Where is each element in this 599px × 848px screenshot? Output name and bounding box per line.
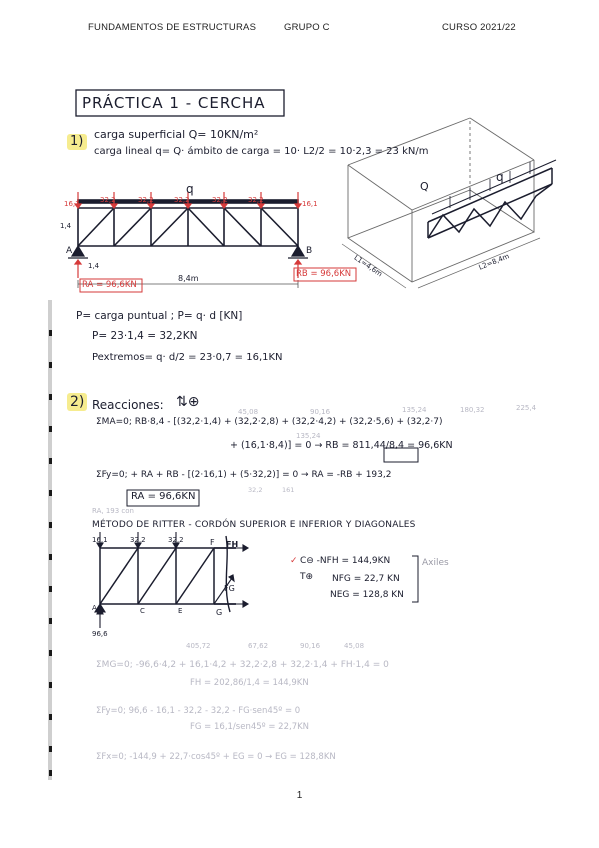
faint-top-3: 135,24 — [402, 406, 427, 414]
iso-dim2: L2=8,4m — [477, 252, 511, 272]
axiles-bracket — [412, 556, 418, 602]
truss-rb-label: RB = 96,6KN — [296, 269, 352, 279]
page-number: 1 — [296, 790, 303, 801]
truss-load-7: 16,1 — [302, 200, 318, 208]
axiles-fg: NFG = 22,7 KN — [332, 574, 400, 584]
section2-number: 2) — [70, 394, 85, 410]
ritter-label-f: F — [210, 538, 215, 547]
header-right: CURSO 2021/22 — [442, 22, 516, 33]
faint-top-1: 45,08 — [238, 408, 259, 416]
p-line2: P= 23·1,4 = 32,2KN — [92, 330, 198, 342]
faint-top-2: 90,16 — [310, 408, 331, 416]
header-left: FUNDAMENTOS DE ESTRUCTURAS — [88, 22, 257, 33]
truss-b-label: B — [306, 246, 313, 256]
p-line3: Pextremos= q· d/2 = 23·0,7 = 16,1KN — [92, 352, 283, 363]
faint-eq-top-3: 90,16 — [300, 642, 321, 650]
truss-load-5: 32,2 — [212, 196, 228, 204]
axiles-word: Axiles — [422, 558, 449, 568]
iso-q-big: Q — [420, 180, 429, 193]
reaction-icon: ⇅⊕ — [176, 394, 200, 410]
axiles-eg: NEG = 128,8 KN — [330, 590, 404, 600]
ritter-truss — [100, 548, 236, 604]
ritter-load-2: 32,2 — [130, 536, 146, 544]
faint-eq-top-2: 67,62 — [248, 642, 269, 650]
faint-fy-2: 161 — [282, 486, 295, 494]
truss-panel-label: 1,4 — [88, 262, 100, 270]
faint-eq2b: FG = 16,1/sen45º = 22,7KN — [190, 722, 310, 732]
truss-ra-label: RA = 96,6KN — [82, 280, 137, 290]
truss-load-3: 32,2 — [138, 196, 154, 204]
faint-top-4: 180,32 — [460, 406, 485, 414]
faint-eq2: ΣFy=0; 96,6 - 16,1 - 32,2 - 32,2 - FG·sen45º = 0 — [96, 706, 301, 716]
truss-a-label: A — [66, 246, 73, 256]
truss-height-label: 1,4 — [60, 222, 72, 230]
faint-eq-top-4: 45,08 — [344, 642, 365, 650]
faint-fy-1: 32,2 — [248, 486, 263, 494]
faint-top-5: 225,4 — [516, 404, 537, 412]
binding-strip — [48, 300, 52, 780]
header-center: GRUPO C — [284, 22, 330, 33]
faint-eq1: ΣMG=0; -96,6·4,2 + 16,1·4,2 + 32,2·2,8 + 32,2·1,4 + FH·1,4 = 0 — [96, 660, 389, 670]
ritter-label-g: G — [216, 608, 223, 617]
axiles-t: T⊕ — [300, 572, 314, 582]
iso-dim1: L1=4,6m — [352, 253, 384, 279]
fy-line: ΣFy=0; + RA + RB - [(2·16,1) + (5·32,2)] = 0 → RA = -RB + 193,2 — [96, 470, 392, 480]
axiles-c: C⊖ -NFH = 144,9KN — [300, 556, 391, 566]
section2-heading: Reacciones: — [92, 398, 164, 412]
ma-line2: + (16,1·8,4)] = 0 → RB = 811,44/8,4 = 96,6KN — [230, 440, 453, 451]
truss-span-label: 8,4m — [178, 274, 199, 283]
ma-line1: ΣMA=0; RB·8,4 - [(32,2·1,4) + (32,2·2,8) + (32,2·4,2) + (32,2·5,6) + (32,2·7) — [96, 417, 443, 427]
ritter-label-e: E — [178, 607, 183, 615]
section1-number: 1) — [70, 134, 84, 149]
ritter-label-fg: FG — [224, 584, 235, 593]
faint-eq3: ΣFx=0; -144,9 + 22,7·cos45º + EG = 0 → EG = 128,8KN — [96, 752, 336, 762]
truss-q-label: q — [186, 182, 194, 196]
ritter-faint-label: RA, 193 con — [92, 507, 134, 515]
ritter-ra: 96,6 — [92, 630, 108, 638]
truss-load-2: 32,2 — [100, 196, 116, 204]
faint-mid: 135,24 — [296, 432, 321, 440]
p-line1: P= carga puntual ; P= q· d [KN] — [76, 310, 243, 322]
ritter-label-c: C — [140, 607, 145, 615]
page-title: PRÁCTICA 1 - CERCHA — [82, 94, 266, 112]
truss-load-6: 32,2 — [248, 196, 264, 204]
section1-line2: carga lineal q= Q· ámbito de carga = 10· L2/2 = 10·2,3 = 23 kN/m — [94, 146, 429, 157]
section1-line1: carga superficial Q= 10KN/m² — [94, 128, 259, 141]
truss-load-4: 32,2 — [174, 196, 190, 204]
faint-eq1b: FH = 202,86/1,4 = 144,9KN — [190, 678, 309, 688]
ritter-label-a: A — [92, 604, 97, 612]
ritter-load-1: 16,1 — [92, 536, 108, 544]
iso-q-small: q — [496, 170, 504, 184]
faint-eq-top-1: 405,72 — [186, 642, 211, 650]
truss-load-1: 16,1 — [64, 200, 80, 208]
ritter-load-3: 32,2 — [168, 536, 184, 544]
supports — [68, 246, 308, 258]
ritter-label-fh: FH — [226, 540, 239, 549]
axiles-c-mark: ✓ — [290, 556, 298, 566]
ritter-heading: MÉTODO DE RITTER - CORDÓN SUPERIOR E INFERIOR Y DIAGONALES — [92, 520, 416, 530]
ra-box-text: RA = 96,6KN — [131, 491, 196, 502]
